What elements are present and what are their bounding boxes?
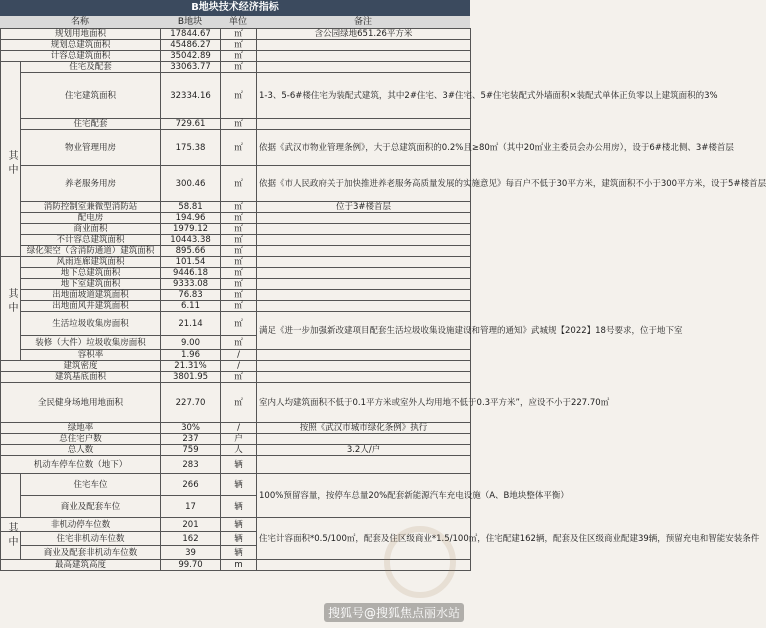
row-unit: 人 [221,445,257,456]
row-name: 机动车停车位数（地下） [1,456,161,474]
table-row [1,235,471,246]
row-unit: ㎡ [221,166,257,202]
table-row [1,383,471,423]
row-value: 1979.12 [161,224,221,235]
side-label-c [1,474,21,518]
row-name: 建筑基底面积 [1,372,161,383]
row-name: 商业及配套非机动车位数 [21,546,161,560]
row-name: 规划总建筑面积 [1,40,161,51]
table-row [1,246,471,257]
row-value: 175.38 [161,130,221,166]
row-name: 消防控制室兼微型消防站 [21,202,161,213]
row-name: 配电房 [21,213,161,224]
row-unit: 户 [221,434,257,445]
row-unit: ㎡ [221,372,257,383]
row-unit: ㎡ [221,279,257,290]
row-value: 76.83 [161,290,221,301]
table-row [1,119,471,130]
row-name: 住宅配套 [21,119,161,130]
row-value: 283 [161,456,221,474]
table-row [1,73,471,119]
row-note [257,119,471,130]
row-unit: ㎡ [221,301,257,312]
row-unit: ㎡ [221,246,257,257]
header-note: 备注 [256,16,470,29]
row-value: 162 [161,532,221,546]
row-value: 194.96 [161,213,221,224]
row-value: 30% [161,423,221,434]
table-row [1,312,471,336]
row-value: 32334.16 [161,73,221,119]
row-note [257,213,471,224]
table-row [1,224,471,235]
sheet-title: B地块技术经济指标 [0,0,470,16]
header-unit: 单位 [220,16,256,29]
side-label-qizhong-2: 其中 [6,288,17,316]
row-name: 全民健身场地用地面积 [1,383,161,423]
row-value: 17 [161,496,221,518]
row-unit: ㎡ [221,119,257,130]
row-note [257,301,471,312]
row-unit: ㎡ [221,29,257,40]
row-value: 39 [161,546,221,560]
row-value: 300.46 [161,166,221,202]
row-name: 出地面风井建筑面积 [21,301,161,312]
table-row [1,279,471,290]
row-unit: ㎡ [221,202,257,213]
row-name: 非机动停车位数 [1,518,161,532]
row-value: 237 [161,434,221,445]
row-unit: ㎡ [221,312,257,336]
row-note: 依据《武汉市物业管理条例》，大于总建筑面积的0.2%且≥80㎡（其中20㎡业主委员会办公用房），设于6#楼北侧、3#楼首层 [257,130,471,166]
row-unit: ㎡ [221,73,257,119]
row-name: 住宅非机动车位数 [21,532,161,546]
row-unit: ㎡ [221,40,257,51]
table-row [1,40,471,51]
table-row [1,423,471,434]
row-unit: 辆 [221,518,257,532]
row-unit: / [221,361,257,372]
row-value: 58.81 [161,202,221,213]
row-unit: m [221,560,257,571]
row-note [257,279,471,290]
row-unit: ㎡ [221,62,257,73]
row-name: 养老服务用房 [21,166,161,202]
table-row [1,257,471,268]
row-name: 绿地率 [1,423,161,434]
table-row [1,518,471,532]
row-value: 21.31% [161,361,221,372]
row-note [257,235,471,246]
row-note [257,246,471,257]
row-note: 1-3、5-6#楼住宅为装配式建筑，其中2#住宅、3#住宅、5#住宅装配式外墙面积×装配式单体正负零以上建筑面积的3% [257,73,471,119]
row-unit: ㎡ [221,213,257,224]
row-value: 895.66 [161,246,221,257]
table-row [1,268,471,279]
table-row [1,290,471,301]
row-name: 规划用地面积 [1,29,161,40]
table-row [1,213,471,224]
row-value: 33063.77 [161,62,221,73]
row-unit: 辆 [221,546,257,560]
row-unit: 辆 [221,496,257,518]
row-note: 依据《市人民政府关于加快推进养老服务高质量发展的实施意见》每百户不低于30平方米，建筑面积不小于300平方米，设于5#楼首层 [257,166,471,202]
table-row [1,474,471,496]
row-note [257,40,471,51]
row-name: 总住宅户数 [1,434,161,445]
row-name: 地下室建筑面积 [21,279,161,290]
row-value: 35042.89 [161,51,221,62]
row-name: 商业面积 [21,224,161,235]
row-note: 位于3#楼首层 [257,202,471,213]
row-unit: ㎡ [221,51,257,62]
side-label-qizhong-3: 其中 [6,522,17,550]
header-name: 名称 [0,16,160,29]
row-note [257,350,471,361]
row-unit: ㎡ [221,257,257,268]
header-value: B地块 [160,16,220,29]
row-note [257,51,471,62]
row-note [257,257,471,268]
row-name: 物业管理用房 [21,130,161,166]
row-note: 按照《武汉市城市绿化条例》执行 [257,423,471,434]
row-note [257,361,471,372]
row-value: 729.61 [161,119,221,130]
table-row [1,51,471,62]
row-unit: ㎡ [221,336,257,350]
row-name: 最高建筑高度 [1,560,161,571]
row-unit: ㎡ [221,130,257,166]
row-unit: ㎡ [221,224,257,235]
table-row [1,62,471,73]
row-value: 201 [161,518,221,532]
row-name: 风雨连廊建筑面积 [21,257,161,268]
row-value: 17844.67 [161,29,221,40]
row-name: 地下总建筑面积 [21,268,161,279]
row-value: 99.70 [161,560,221,571]
row-value: 266 [161,474,221,496]
row-unit: / [221,423,257,434]
row-note [257,268,471,279]
row-note: 含公园绿地651.26平方米 [257,29,471,40]
row-unit: ㎡ [221,290,257,301]
row-name: 住宅建筑面积 [21,73,161,119]
row-note [257,372,471,383]
indicator-table [0,28,766,571]
row-note: 室内人均建筑面积不低于0.1平方米或室外人均用地不低于0.3平方米”，应设不小于227.70㎡ [257,383,471,423]
row-name: 生活垃圾收集房面积 [21,312,161,336]
row-name: 不计容总建筑面积 [21,235,161,246]
row-name: 总人数 [1,445,161,456]
table-row [1,130,471,166]
row-unit: ㎡ [221,383,257,423]
row-note: 100%预留容量，按停车总量20%配套新能源汽车充电设施（A、B地块整体平衡） [257,474,471,518]
row-value: 1.96 [161,350,221,361]
side-label-qizhong-1: 其中 [6,150,17,178]
row-name: 装修（大件）垃圾收集房面积 [21,336,161,350]
table-row [1,166,471,202]
table-row [1,456,471,474]
row-note: 3.2人/户 [257,445,471,456]
row-name: 绿化架空（含消防通道）建筑面积 [21,246,161,257]
row-name: 商业及配套车位 [21,496,161,518]
row-unit: ㎡ [221,268,257,279]
row-note [257,456,471,474]
row-value: 45486.27 [161,40,221,51]
row-value: 10443.38 [161,235,221,246]
table-row [1,202,471,213]
row-name: 住宅车位 [21,474,161,496]
row-unit: 辆 [221,474,257,496]
row-name: 容积率 [21,350,161,361]
row-value: 9446.18 [161,268,221,279]
row-value: 6.11 [161,301,221,312]
row-value: 21.14 [161,312,221,336]
row-note: 住宅计容面积*0.5/100㎡，配套及住区级商业*1.5/100㎡，住宅配建162辆，配套及住区级商业配建39辆，预留充电和智能安装条件 [257,518,471,560]
row-value: 759 [161,445,221,456]
row-value: 3801.95 [161,372,221,383]
row-unit: 辆 [221,532,257,546]
row-value: 9333.08 [161,279,221,290]
row-note [257,434,471,445]
row-unit: ㎡ [221,235,257,246]
watermark: 搜狐号@搜狐焦点丽水站 [324,603,464,622]
table-row [1,434,471,445]
row-name: 住宅及配套 [21,62,161,73]
row-note [257,290,471,301]
table-row [1,445,471,456]
row-value: 227.70 [161,383,221,423]
row-name: 计容总建筑面积 [1,51,161,62]
row-name: 建筑密度 [1,361,161,372]
table-row [1,350,471,361]
row-unit: 辆 [221,456,257,474]
row-note [257,62,471,73]
table-row [1,361,471,372]
background-stamp-mark [384,526,456,598]
row-name: 出地面坡道建筑面积 [21,290,161,301]
table-row [1,301,471,312]
table-row [1,29,471,40]
row-note [257,224,471,235]
row-note: 满足《进一步加强新改建项目配套生活垃圾收集设施建设和管理的通知》武城规【2022】18号要求，位于地下室 [257,312,471,350]
table-row [1,372,471,383]
row-value: 101.54 [161,257,221,268]
row-value: 9.00 [161,336,221,350]
row-unit: / [221,350,257,361]
